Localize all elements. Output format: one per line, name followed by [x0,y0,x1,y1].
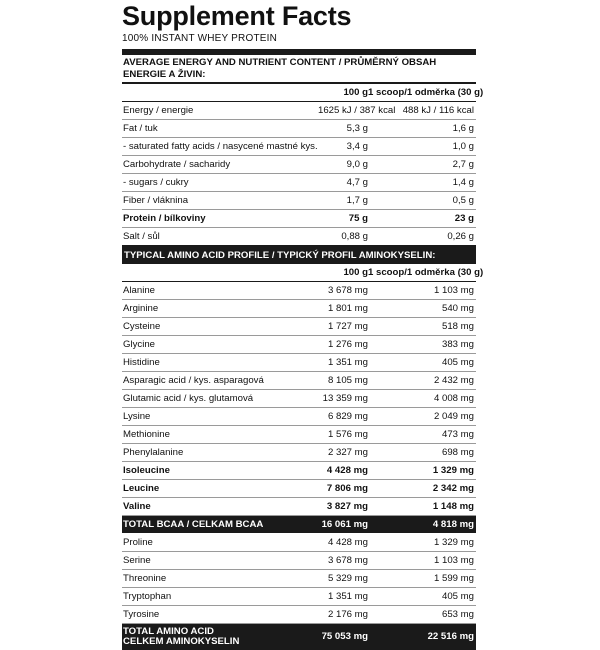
row-name: Energy / energie [123,105,194,116]
column-100g: 100 g [343,267,368,278]
amino-section-header: TYPICAL AMINO ACID PROFILE / TYPICKÝ PROFIL AMINOKYSELIN: [122,247,476,264]
row-name: Phenylalanine [123,447,184,458]
amino-acid-row [122,552,476,570]
amino-acid-row [122,498,476,516]
row-per-100g: 4 428 mg [327,537,368,548]
row-per-100g: 1 801 mg [327,303,368,314]
row-per-100g: 2 327 mg [327,447,368,458]
row-per-100g: 9,0 g [346,159,368,170]
row-per-100g: 7 806 mg [326,483,368,494]
row-per-serving: 1 103 mg [433,285,474,296]
row-name: Fiber / vláknina [123,195,189,206]
row-per-serving: 518 mg [442,321,474,332]
row-per-100g: 1 727 mg [327,321,368,332]
nutrient-row [122,138,476,156]
row-name: Protein / bílkoviny [123,213,206,224]
amino-acid-row [122,336,476,354]
nutrient-table [122,102,476,247]
row-per-100g: 4,7 g [346,177,368,188]
row-per-serving: 488 kJ / 116 kcal [402,105,474,116]
row-name: - saturated fatty acids / nasycené mastné kys. [123,141,318,152]
total-amino-acid-row [122,624,476,650]
row-per-serving: 1 148 mg [432,501,474,512]
amino-acid-row [122,444,476,462]
row-per-100g: 3 827 mg [326,501,368,512]
row-name: Serine [123,555,151,566]
amino-acid-row [122,354,476,372]
row-per-serving: 1 329 mg [433,537,474,548]
row-per-serving: 405 mg [442,357,474,368]
column-serving: 1 scoop/1 odměrka (30 g) [368,267,484,278]
row-per-serving: 540 mg [442,303,474,314]
row-per-100g: 1 351 mg [327,591,368,602]
row-per-100g: 5 329 mg [327,573,368,584]
amino-acid-row [122,426,476,444]
row-name: - sugars / cukry [123,177,189,188]
row-name: Proline [123,537,153,548]
amino-acid-row [122,534,476,552]
row-per-100g: 75 g [348,213,368,224]
row-per-100g: 2 176 mg [327,609,368,620]
row-per-serving: 0,5 g [452,195,474,206]
row-per-100g: 16 061 mg [321,519,368,530]
amino-acid-row [122,300,476,318]
row-per-100g: 3 678 mg [327,555,368,566]
row-per-100g: 3,4 g [346,141,368,152]
row-name: Leucine [123,483,160,494]
row-per-serving: 0,26 g [447,231,474,242]
row-per-serving: 2 049 mg [433,411,474,422]
row-per-serving: 2,7 g [452,159,474,170]
row-per-100g: 13 359 mg [322,393,368,404]
amino-acid-row [122,462,476,480]
amino-column-headers [122,264,484,282]
row-per-serving: 2 342 mg [432,483,474,494]
row-name: Histidine [123,357,160,368]
row-name: Glycine [123,339,155,350]
amino-table [122,282,476,624]
nutrient-row [122,210,476,228]
panel-title: Supplement Facts [122,1,352,31]
row-per-100g: 0,88 g [341,231,368,242]
row-name: Carbohydrate / sacharidy [123,159,231,170]
row-per-100g: 3 678 mg [327,285,368,296]
row-per-serving: 4 008 mg [433,393,474,404]
row-per-serving: 405 mg [442,591,474,602]
supplement-facts-panel [122,0,484,650]
row-per-serving: 2 432 mg [433,375,474,386]
row-per-100g: 1 351 mg [327,357,368,368]
row-per-100g: 1,7 g [346,195,368,206]
row-name: Methionine [123,429,170,440]
row-name: Isoleucine [123,465,170,476]
row-per-100g: 5,3 g [346,123,368,134]
nutrient-row [122,156,476,174]
row-per-serving: 1 103 mg [433,555,474,566]
amino-acid-row [122,570,476,588]
row-per-serving: 383 mg [442,339,474,350]
row-name: Alanine [123,285,156,296]
row-name: Lysine [123,411,151,422]
total-amino-label-line1: TOTAL AMINO ACID [123,626,214,637]
row-name: Asparagic acid / kys. asparagová [123,375,264,386]
row-per-serving: 473 mg [442,429,474,440]
row-name: Tyrosine [123,609,160,620]
amino-acid-row [122,606,476,624]
row-per-serving: 4 818 mg [432,519,474,530]
row-per-serving: 1,6 g [452,123,474,134]
amino-acid-row [122,318,476,336]
row-per-100g: 8 105 mg [327,375,368,386]
row-per-serving: 1 329 mg [432,465,474,476]
nutrient-row [122,192,476,210]
row-name: Arginine [123,303,159,314]
row-name: Threonine [123,573,167,584]
row-per-serving: 23 g [454,213,474,224]
total-bcaa-row [122,516,476,534]
row-per-100g: 4 428 mg [326,465,368,476]
total-amino-serving: 22 516 mg [427,630,474,642]
amino-acid-row [122,390,476,408]
product-subtitle: 100% INSTANT WHEY PROTEIN [122,33,278,44]
row-name: Cysteine [123,321,161,332]
nutrient-row [122,174,476,192]
column-100g: 100 g [343,87,368,98]
row-name: Glutamic acid / kys. glutamová [123,393,254,404]
row-name: Valine [123,501,151,512]
row-per-serving: 1 599 mg [433,573,474,584]
amino-acid-row [122,408,476,426]
row-per-serving: 1,4 g [452,177,474,188]
row-name: TOTAL BCAA / CELKAM BCAA [123,519,264,530]
row-per-serving: 653 mg [442,609,474,620]
row-name: Fat / tuk [123,123,158,134]
nutrient-row [122,120,476,138]
nutrient-column-headers [122,84,484,102]
nutrient-row [122,102,476,120]
total-amino-label [122,627,318,648]
row-name: Salt / sůl [123,231,160,242]
column-serving: 1 scoop/1 odměrka (30 g) [368,87,484,98]
amino-acid-row [122,282,476,300]
row-per-100g: 6 829 mg [327,411,368,422]
total-amino-per100: 75 053 mg [321,630,368,642]
amino-acid-row [122,588,476,606]
total-amino-label-line2: CELKEM AMINOKYSELIN [123,636,240,647]
row-name: Tryptophan [123,591,172,602]
row-per-serving: 698 mg [442,447,474,458]
nutrient-row [122,228,476,247]
row-per-serving: 1,0 g [452,141,474,152]
row-per-100g: 1625 kJ / 387 kcal [318,105,396,116]
amino-acid-row [122,480,476,498]
amino-acid-row [122,372,476,390]
column-name [122,264,318,281]
nutrient-section-header: AVERAGE ENERGY AND NUTRIENT CONTENT / PRŮMĚRNÝ OBSAH ENERGIE A ŽIVIN: [122,55,476,84]
column-name [122,84,318,101]
row-per-100g: 1 276 mg [327,339,368,350]
row-per-100g: 1 576 mg [327,429,368,440]
